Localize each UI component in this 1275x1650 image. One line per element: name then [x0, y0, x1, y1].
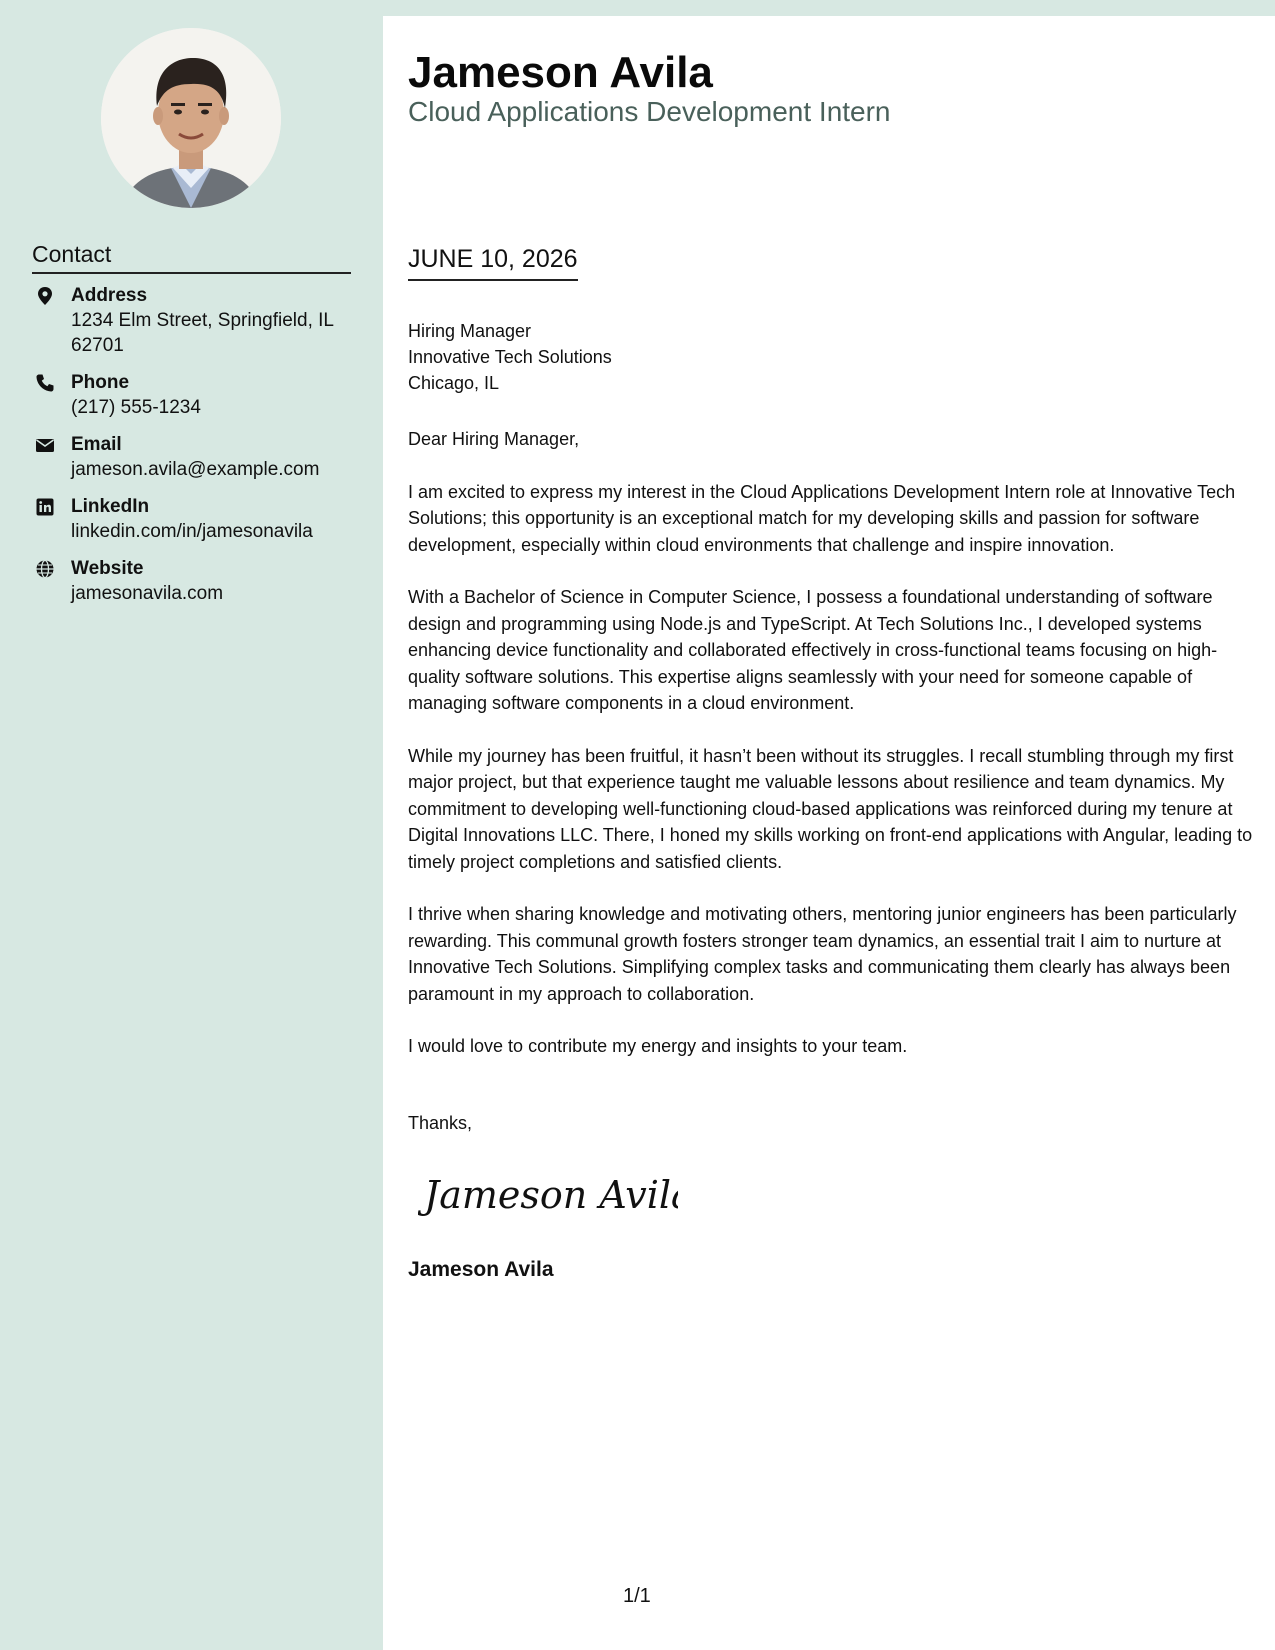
letter-paragraph: I am excited to express my interest in the Cloud Applications Development Intern role at Innovative Tech Solutions; this opportunity is an exceptional match for my developing skills and passion for software development, especially within cloud environments that challenge and inspire innovation.	[408, 481, 1236, 555]
contact-label: Email	[71, 434, 122, 455]
signature-text: Jameson Avila	[424, 1173, 678, 1217]
letter-page	[383, 16, 1275, 1650]
letter-paragraph: I thrive when sharing knowledge and motivating others, mentoring junior engineers has been particularly rewarding. This communal growth fosters stronger team dynamics, an essential trait I aim to nurture at Innovative Tech Solutions. Simplifying complex tasks and communicating them clearly has always been paramount in my approach to collaboration.	[408, 904, 1237, 1004]
closing: Thanks,	[408, 1113, 473, 1133]
map-pin-icon	[35, 286, 55, 306]
page-number: 1/1	[623, 1585, 651, 1607]
contact-address	[32, 283, 362, 358]
contact-label: Phone	[71, 372, 130, 393]
contact-label: Website	[71, 558, 144, 579]
recipient-block	[408, 318, 612, 396]
contact-phone	[32, 370, 362, 420]
letter-body	[408, 426, 1258, 1086]
contact-value: linkedin.com/in/jamesonavila	[71, 521, 313, 542]
recipient-line: Chicago, IL	[408, 373, 500, 393]
contact-value: (217) 555-1234	[71, 397, 201, 418]
avatar	[101, 28, 281, 208]
signer-name: Jameson Avila	[408, 1258, 554, 1281]
letter-paragraph: With a Bachelor of Science in Computer Science, I possess a foundational understanding of software design and programming using Node.js and TypeScript. At Tech Solutions Inc., I developed systems enhancing device functionality and collaborated effectively in cross-functional teams focusing on high-quality software solutions. This expertise aligns seamlessly with your need for someone capable of managing software components in a cloud environment.	[408, 587, 1218, 713]
contact-website	[32, 556, 362, 606]
sidebar	[0, 0, 383, 1650]
globe-icon	[35, 559, 55, 579]
contact-list	[32, 283, 362, 618]
contact-value: jameson.avila@example.com	[71, 459, 320, 480]
linkedin-icon	[35, 497, 55, 517]
recipient-line: Innovative Tech Solutions	[408, 347, 612, 367]
contact-email	[32, 432, 362, 482]
envelope-icon	[35, 435, 55, 455]
letter-paragraph: While my journey has been fruitful, it hasn’t been without its struggles. I recall stumbling through my first major project, but that experience taught me valuable lessons about resilience and team dynamics. My commitment to developing well-functioning cloud-based applications was reinforced during my tenure at Digital Innovations LLC. There, I honed my skills working on front-end applications with Angular, leading to timely project completions and satisfied clients.	[408, 745, 1253, 872]
contact-value: jamesonavila.com	[71, 583, 224, 604]
contact-value: 1234 Elm Street, Springfield, IL 62701	[71, 310, 334, 356]
contact-heading: Contact	[32, 240, 351, 274]
recipient-line: Hiring Manager	[408, 321, 532, 341]
applicant-role: Cloud Applications Development Intern	[408, 96, 891, 127]
signature-drawing	[418, 1156, 678, 1236]
contact-label: Address	[71, 285, 148, 306]
applicant-name: Jameson Avila	[408, 48, 713, 97]
letter-date: JUNE 10, 2026	[408, 243, 578, 281]
salutation: Dear Hiring Manager,	[408, 429, 580, 449]
letter-paragraph: I would love to contribute my energy and insights to your team.	[408, 1036, 908, 1056]
contact-label: LinkedIn	[71, 496, 150, 517]
phone-icon	[35, 373, 55, 393]
profile-photo	[101, 28, 281, 208]
signature	[418, 1156, 678, 1241]
contact-linkedin	[32, 494, 362, 544]
